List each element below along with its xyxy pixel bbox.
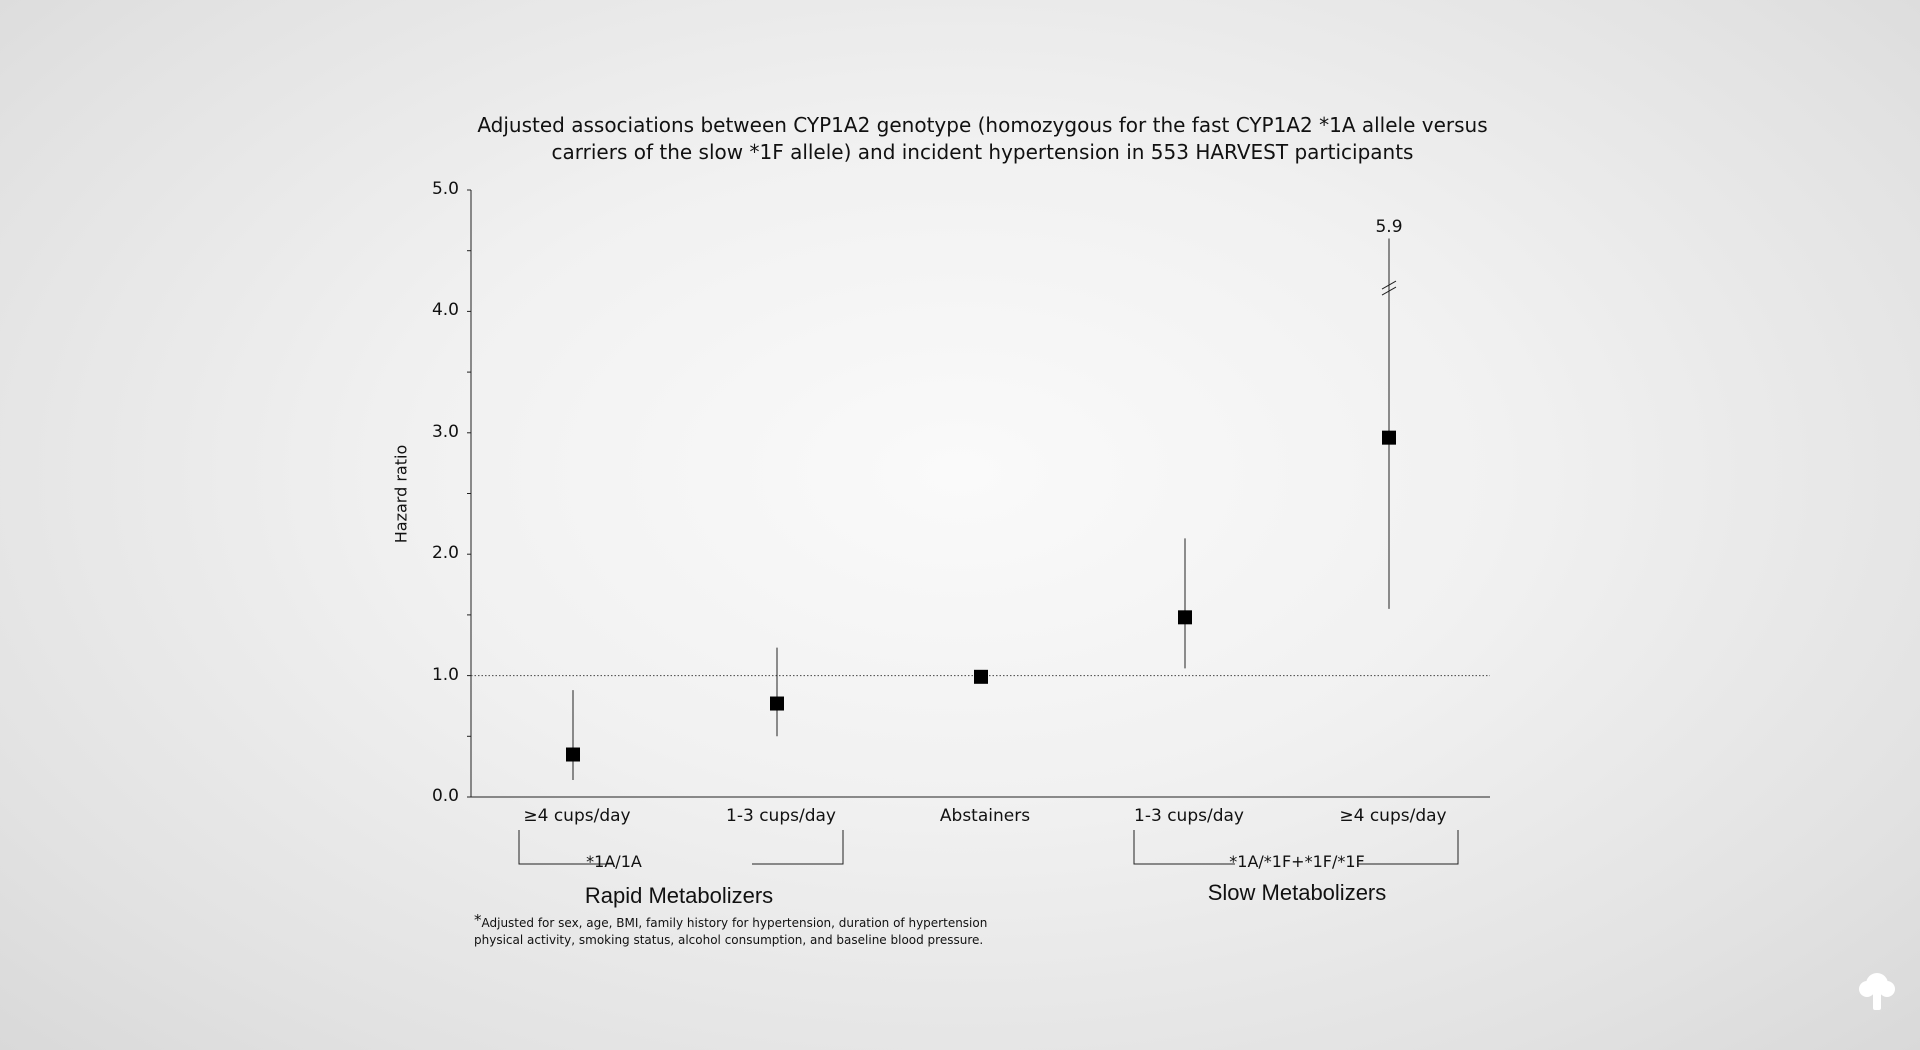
y-tick-label: 1.0	[431, 664, 459, 685]
y-tick-label: 2.0	[431, 543, 459, 564]
x-tick-label: ≥4 cups/day	[523, 806, 631, 826]
x-tick-label: ≥4 cups/day	[1339, 806, 1447, 826]
x-tick-label: 1-3 cups/day	[726, 806, 836, 826]
point-estimate	[770, 697, 784, 711]
chart-title-line-1: Adjusted associations between CYP1A2 genotype (homozygous for the fast CYP1A2 *1A allele versus	[477, 113, 1488, 137]
y-tick-label: 3.0	[431, 421, 459, 442]
footnote-line-2: physical activity, smoking status, alcohol consumption, and baseline blood pressure.	[474, 933, 984, 947]
chart-title-line-2: carriers of the slow *1F allele) and incident hypertension in 553 HARVEST participants	[551, 140, 1414, 164]
footnote	[474, 911, 1034, 949]
y-tick-label: 4.0	[431, 300, 459, 321]
tree-icon	[1858, 970, 1896, 1012]
group-bracket-slow	[1134, 830, 1235, 864]
truncated-ci-label: 5.9	[1375, 217, 1403, 237]
group-genotype-slow: *1A/*1F+*1F/*1F	[1229, 852, 1365, 871]
y-axis-label: Hazard ratio	[391, 444, 411, 544]
group-genotype-rapid: *1A/1A	[586, 852, 642, 871]
y-tick-label: 0.0	[431, 786, 459, 806]
point-estimate	[1382, 431, 1396, 445]
footnote-line-1: Adjusted for sex, age, BMI, family history for hypertension, duration of hypertension	[481, 916, 988, 930]
point-estimate	[974, 670, 988, 684]
footnote-marker: *	[474, 911, 482, 929]
point-estimate	[1178, 610, 1192, 624]
group-name-slow: Slow Metabolizers	[1207, 880, 1387, 905]
y-tick-label: 5.0	[431, 179, 459, 199]
group-name-rapid: Rapid Metabolizers	[584, 883, 774, 908]
x-tick-label: Abstainers	[939, 806, 1031, 826]
group-bracket-slow	[1358, 830, 1458, 864]
group-bracket-rapid	[752, 830, 843, 864]
x-tick-label: 1-3 cups/day	[1134, 806, 1244, 826]
point-estimate	[566, 748, 580, 762]
